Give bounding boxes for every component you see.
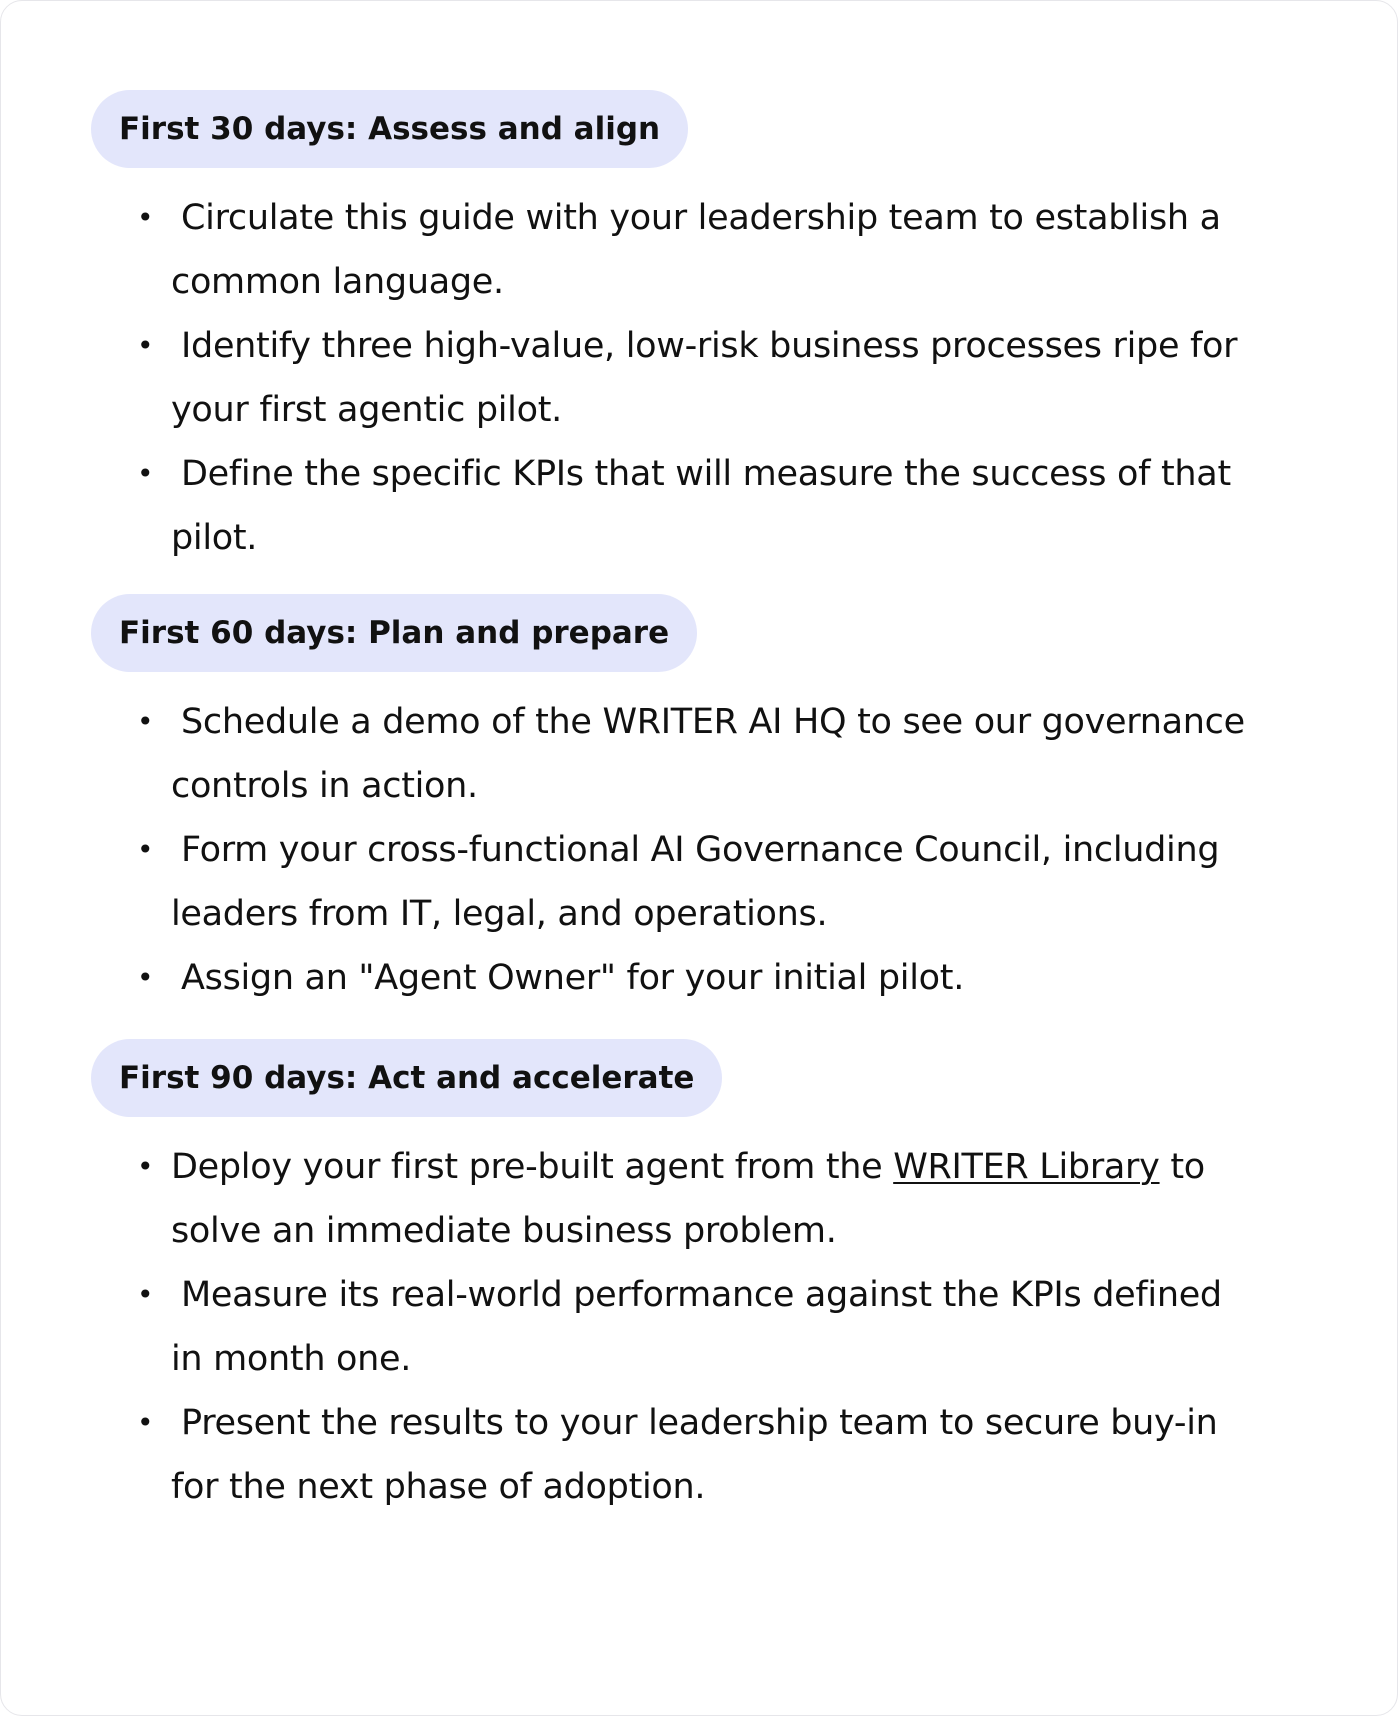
writer-library-link[interactable]: WRITER Library [893, 1147, 1160, 1187]
list-item-text-after-link: to solve an immediate business problem. [171, 1147, 1205, 1251]
list-item [91, 818, 1251, 946]
list-item-text: Circulate this guide with your leadership team to establish a common language. [171, 198, 1221, 302]
bullet-icon: • [137, 961, 154, 994]
list-item [91, 1391, 1251, 1519]
list-item-text: Present the results to your leadership team to secure buy-in for the next phase of adoption. [171, 1403, 1218, 1507]
list-item [91, 1135, 1251, 1263]
section-first-30-days [91, 90, 1251, 570]
list-item-text: Form your cross-functional AI Governance Council, including leaders from IT, legal, and operations. [171, 830, 1220, 934]
bullet-icon: • [137, 1406, 154, 1439]
bullet-icon: • [137, 833, 154, 866]
list-item [91, 946, 1251, 1010]
section-heading: First 60 days: Plan and prepare [91, 594, 697, 672]
bullet-list [91, 1135, 1251, 1519]
bullet-icon: • [137, 457, 154, 490]
bullet-icon: • [137, 1278, 154, 1311]
bullet-icon: • [137, 705, 154, 738]
section-first-90-days [91, 1039, 1251, 1519]
list-item [91, 314, 1251, 442]
list-item-text: Measure its real-world performance against the KPIs defined in month one. [171, 1275, 1222, 1379]
bullet-list [91, 186, 1251, 570]
section-heading: First 30 days: Assess and align [91, 90, 688, 168]
list-item-text: Identify three high-value, low-risk business processes ripe for your first agentic pilot. [171, 326, 1238, 430]
bullet-list [91, 690, 1251, 1010]
list-item-text: Schedule a demo of the WRITER AI HQ to see our governance controls in action. [171, 702, 1245, 806]
list-item [91, 690, 1251, 818]
bullet-icon: • [137, 1150, 154, 1183]
list-item-text: Assign an "Agent Owner" for your initial pilot. [181, 958, 965, 998]
list-item [91, 1263, 1251, 1391]
list-item-text-before-link: Deploy your first pre-built agent from the [171, 1147, 894, 1187]
list-item [91, 442, 1251, 570]
list-item-text: Define the specific KPIs that will measure the success of that pilot. [171, 454, 1231, 558]
section-first-60-days [91, 594, 1251, 1010]
list-item [91, 186, 1251, 314]
section-heading: First 90 days: Act and accelerate [91, 1039, 722, 1117]
bullet-icon: • [137, 329, 154, 362]
bullet-icon: • [137, 201, 154, 234]
